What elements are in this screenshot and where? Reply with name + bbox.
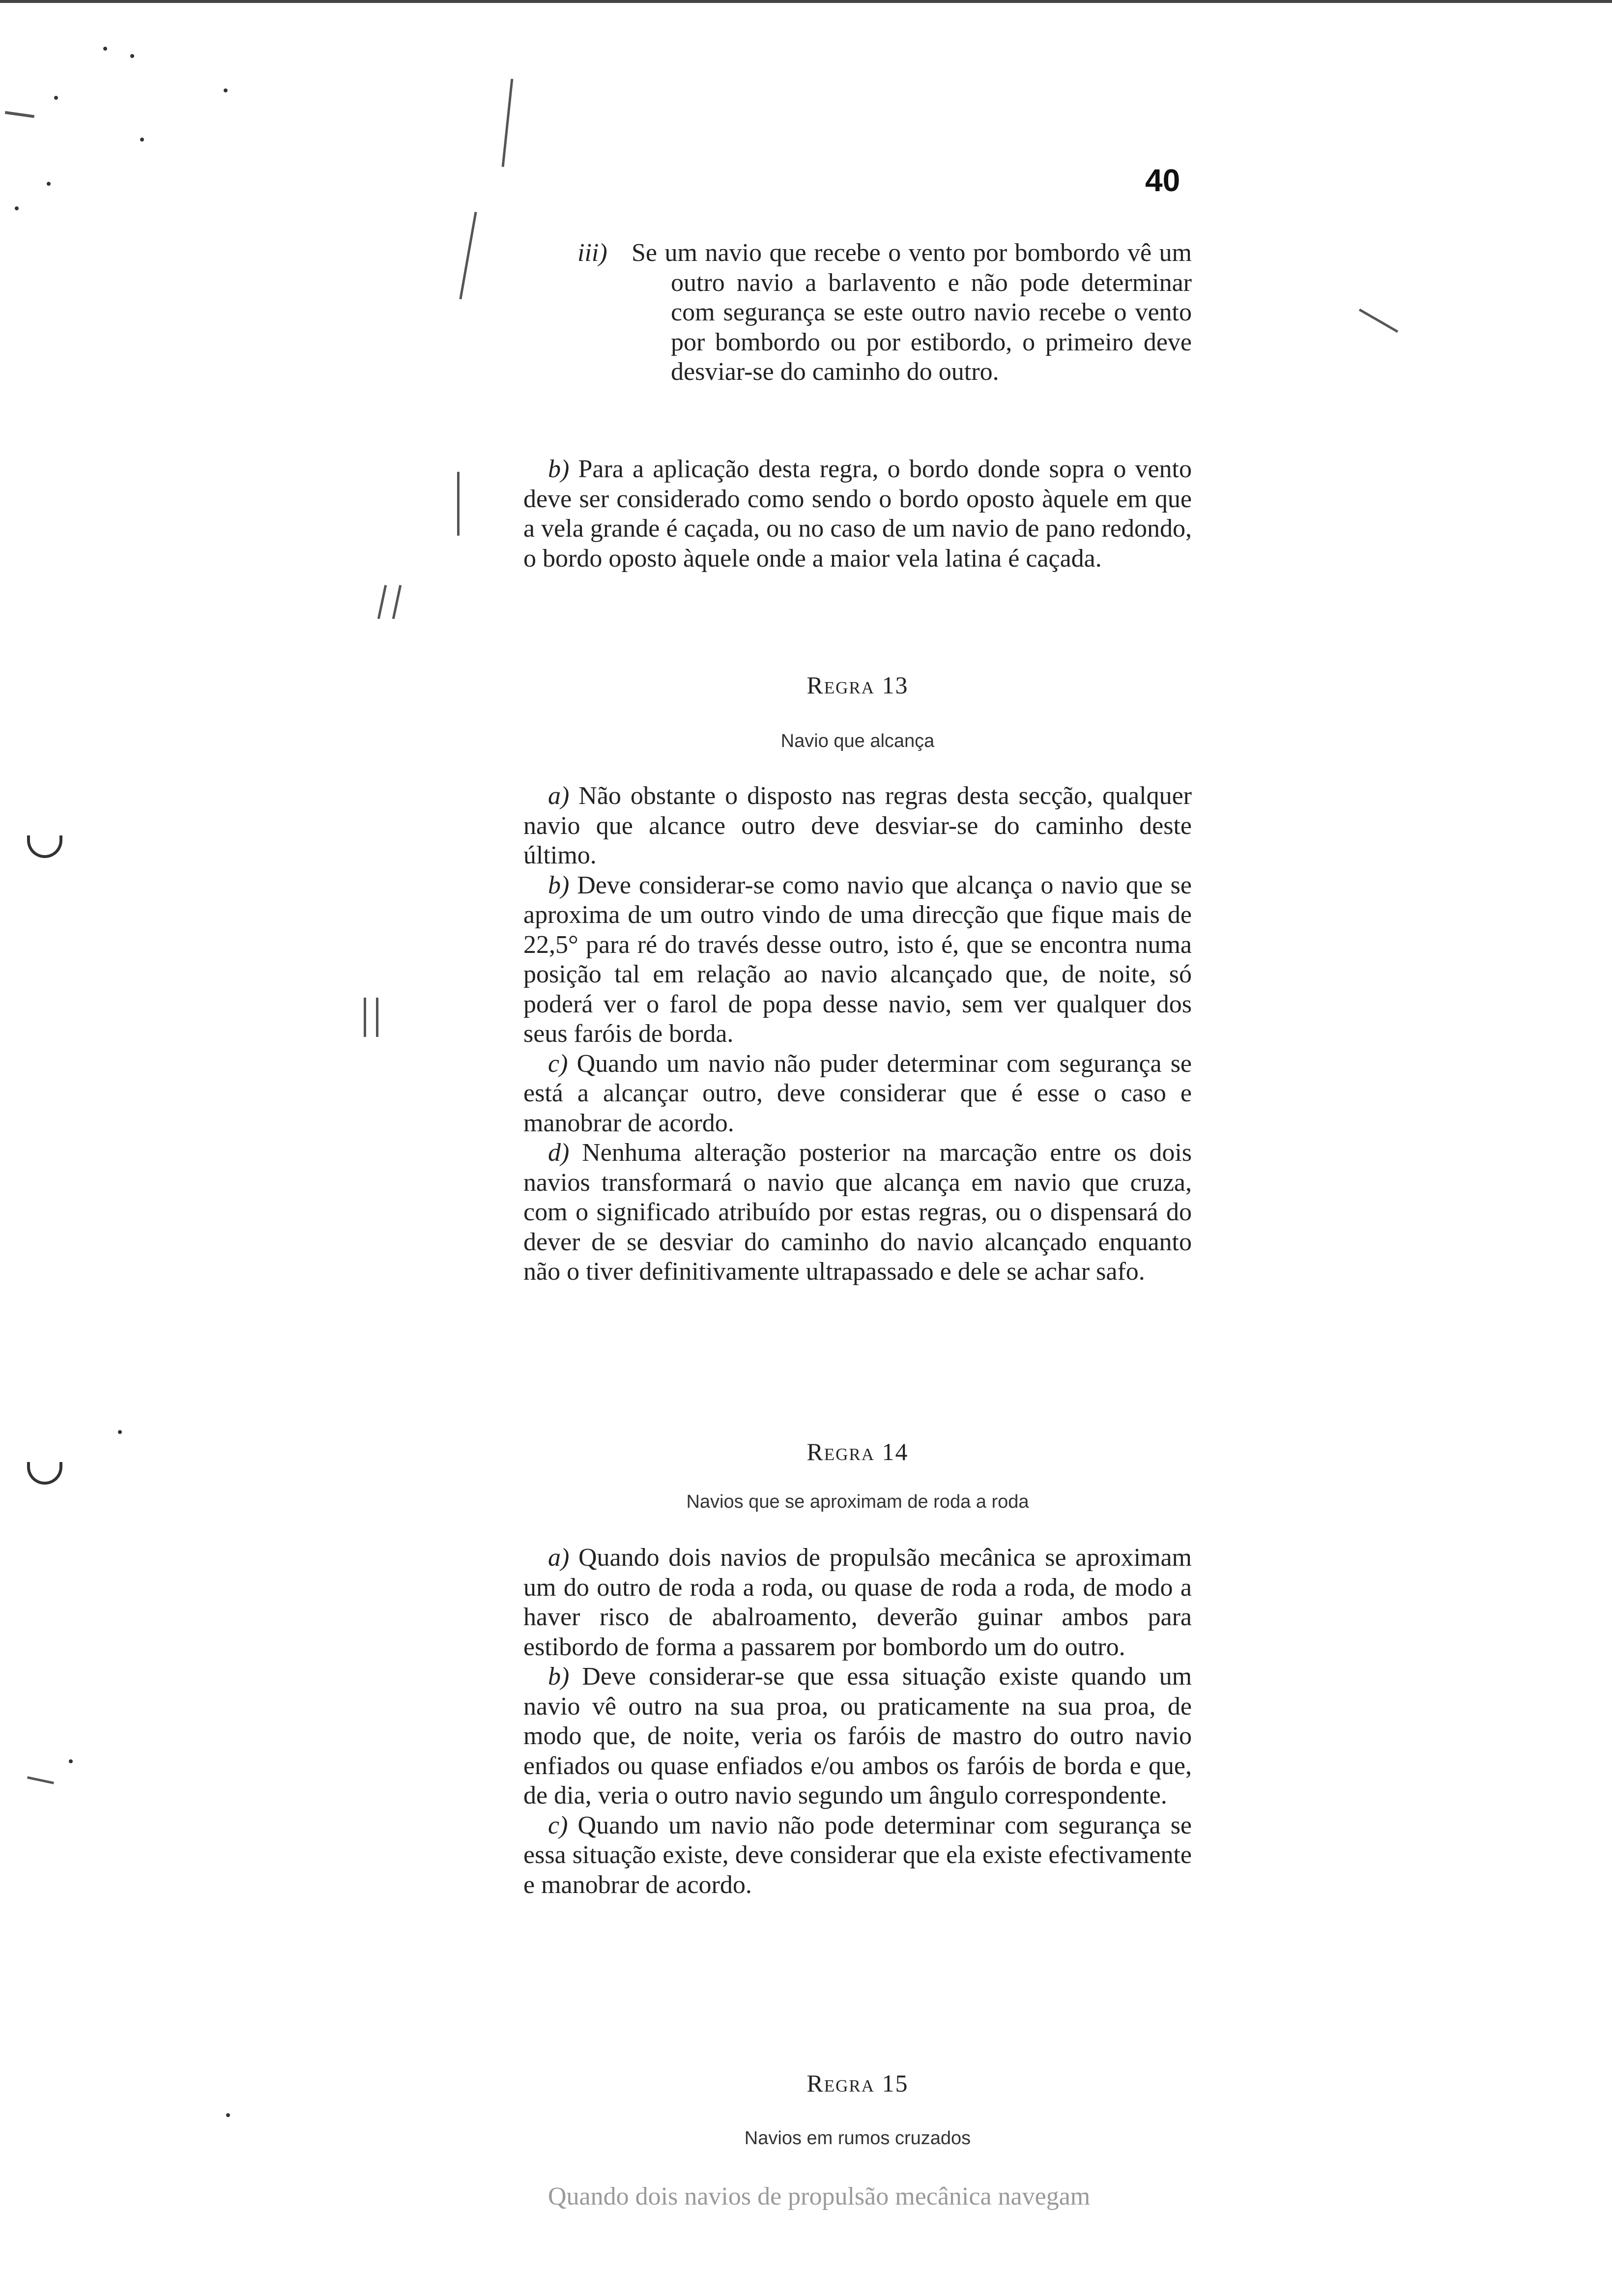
- clause-text: Quando um navio não puder determinar com segurança se está a alcançar outro, deve considerar que é esse o caso e manobrar de acordo.: [523, 1049, 1192, 1137]
- rule15-heading: Regra 15: [806, 2069, 909, 2097]
- page-number: 40: [1145, 163, 1180, 198]
- scan-speck: [130, 54, 134, 58]
- clause-text: Deve considerar-se que essa situação existe quando um navio vê outro na sua proa, ou praticamente na sua proa, de modo que, de noite, veria os faróis de mastro do outro navio enfiados ou quase enfiados e/ou ambos os faróis de borda e que, de dia, veria o outro navio segundo um ângulo correspondente.: [523, 1663, 1192, 1809]
- scan-mark: [376, 998, 378, 1037]
- clause-label: b): [548, 1663, 570, 1691]
- rule14-subtitle: Navios que se aproximam de roda a roda: [686, 1492, 1029, 1512]
- clause-label: b): [548, 455, 570, 483]
- clause-label: iii): [577, 239, 607, 267]
- clause-label: c): [548, 1049, 568, 1078]
- scan-edge-line: [0, 0, 1612, 3]
- rule13-heading: Regra 13: [806, 671, 909, 699]
- clause-label: c): [548, 1811, 568, 1839]
- scan-mark: [5, 111, 34, 118]
- clause-text: Deve considerar-se como navio que alcança o navio que se aproxima de um outro vindo de uma direcção que fique mais de 22,5° para ré do través desse outro, isto é, que se encontra numa posição tal em relação ao navio alcançado que, de noite, só poderá ver o farol de popa desse navio, sem ver qualquer dos seus faróis de borda.: [523, 871, 1192, 1048]
- scan-mark: [392, 585, 402, 619]
- rule14-heading: Regra 14: [806, 1438, 909, 1465]
- clause-text: Se um navio que recebe o vento por bombordo vê um outro navio a barlavento e não pode determinar com segurança se este outro navio recebe o vento por bombordo ou por estibordo, o primeiro deve desviar-se do caminho do outro.: [632, 239, 1192, 386]
- scan-speck: [140, 138, 144, 142]
- scan-mark: [27, 1462, 62, 1485]
- clause-text: Para a aplicação desta regra, o bordo donde sopra o vento deve ser considerado como sendo o bordo oposto àquele em que a vela grande é caçada, ou no caso de um navio de pano redondo, o bordo oposto àquele onde a maior vela latina é caçada.: [523, 455, 1192, 573]
- clause-text: Quando dois navios de propulsão mecânica se aproximam um do outro de roda a roda, ou quase de roda a roda, de modo a haver risco de abalroamento, deverão guinar ambos para estibordo de forma a passarem por bombordo um do outro.: [523, 1544, 1192, 1661]
- scan-speck: [15, 206, 19, 210]
- clause-text: Nenhuma alteração posterior na marcação entre os dois navios transformará o navio que alcança em navio que cruza, com o significado atribuído por estas regras, ou o dispensará do dever de se desviar do caminho do navio alcançado enquanto não o tiver definitivamente ultrapassado e dele se achar safo.: [523, 1139, 1192, 1286]
- scan-speck: [118, 1430, 122, 1434]
- scan-mark: [457, 472, 460, 536]
- scan-mark: [27, 1776, 54, 1784]
- rule12-clause-b: [523, 455, 1192, 574]
- rule13-subtitle: Navio que alcança: [780, 731, 935, 751]
- clause-label: a): [548, 1544, 570, 1572]
- scan-mark: [459, 212, 477, 299]
- rule15-subtitle: Navios em rumos cruzados: [744, 2128, 971, 2149]
- rule13-body: [523, 781, 1192, 1287]
- scan-speck: [224, 88, 228, 92]
- rule15-faded-text: [523, 2182, 1192, 2212]
- scan-speck: [47, 182, 51, 186]
- scan-mark: [377, 585, 387, 619]
- scan-speck: [69, 1759, 73, 1763]
- rule14-body: [523, 1543, 1192, 1900]
- clause-text: Não obstante o disposto nas regras desta secção, qualquer navio que alcance outro deve desviar-se do caminho deste último.: [523, 782, 1192, 869]
- scan-speck: [226, 2113, 230, 2117]
- clause-label: b): [548, 871, 570, 899]
- scan-mark: [27, 835, 62, 858]
- scan-speck: [103, 47, 107, 51]
- scan-speck: [54, 96, 58, 100]
- scan-mark: [502, 79, 514, 167]
- scan-mark: [1359, 309, 1398, 333]
- clause-label: d): [548, 1139, 570, 1167]
- clause-text: Quando dois navios de propulsão mecânica navegam: [548, 2182, 1091, 2210]
- scan-mark: [364, 998, 366, 1037]
- clause-text: Quando um navio não pode determinar com segurança se essa situação existe, deve considerar que ela existe efectivamente e manobrar de acordo.: [523, 1811, 1192, 1899]
- rule12-clause-iii: [523, 238, 1192, 387]
- clause-label: a): [548, 782, 570, 810]
